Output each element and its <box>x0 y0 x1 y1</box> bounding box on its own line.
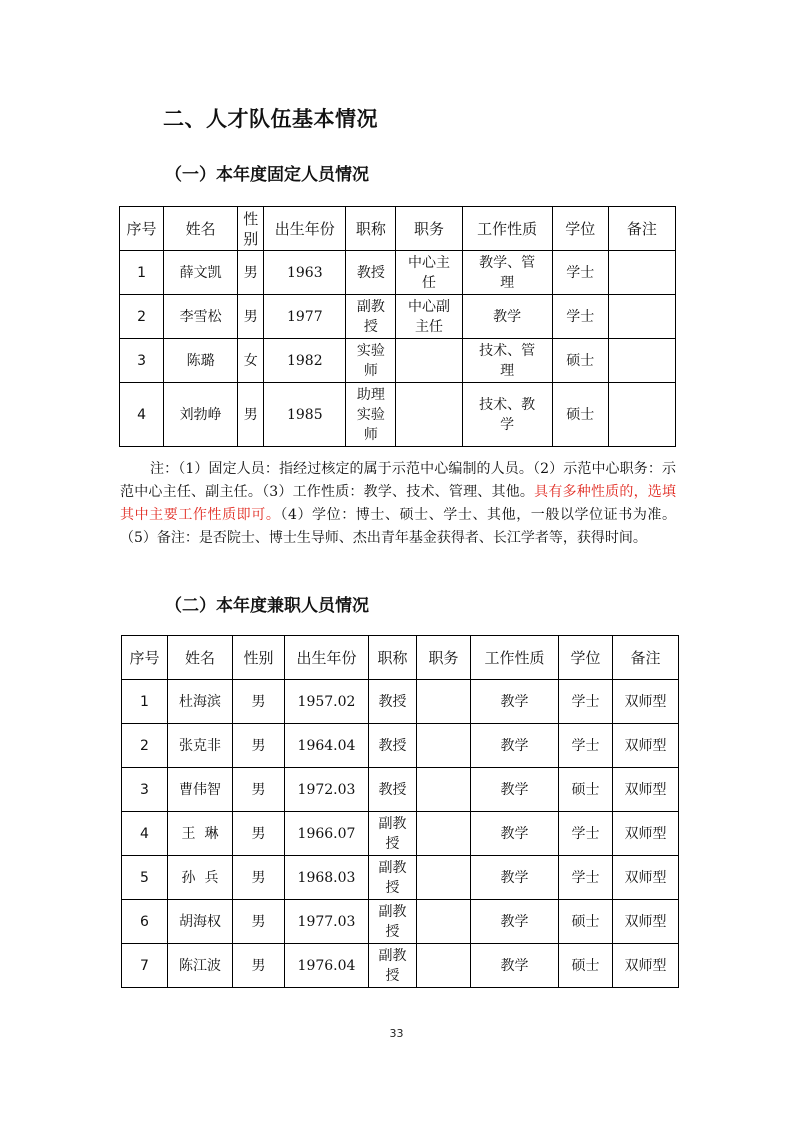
cell-title-text: 副教授 <box>378 859 407 896</box>
cell-nature: 教学 <box>471 856 559 900</box>
cell-degree: 学士 <box>552 251 608 295</box>
cell-nature: 教学 <box>462 295 552 339</box>
col-header-remark: 备注 <box>608 207 675 251</box>
cell-name: 杜海滨 <box>168 680 233 724</box>
cell-nature-text: 技术、教学 <box>479 396 536 433</box>
cell-nature: 教学 <box>471 944 559 988</box>
cell-birth: 1985 <box>264 383 346 447</box>
table-row <box>122 856 679 900</box>
cell-title-text: 副教授 <box>356 298 385 335</box>
cell-no: 3 <box>120 339 164 383</box>
cell-nature <box>462 339 552 383</box>
col-header-nature: 工作性质 <box>462 207 552 251</box>
cell-gender: 男 <box>238 251 264 295</box>
cell-birth: 1963 <box>264 251 346 295</box>
col-header-name: 姓名 <box>164 207 238 251</box>
col-header-gender-label: 性别 <box>243 209 259 248</box>
cell-position <box>417 900 471 944</box>
cell-title-text: 副教授 <box>378 815 407 852</box>
cell-gender: 男 <box>233 724 285 768</box>
cell-title <box>369 856 417 900</box>
col-header-birth: 出生年份 <box>264 207 346 251</box>
cell-gender: 男 <box>233 900 285 944</box>
col-header-degree: 学位 <box>552 207 608 251</box>
cell-remark: 双师型 <box>613 724 679 768</box>
cell-degree: 硕士 <box>552 383 608 447</box>
col-header-gender: 性别 <box>233 636 285 680</box>
table-row <box>122 812 679 856</box>
cell-title-text: 副教授 <box>378 903 407 940</box>
cell-birth: 1977.03 <box>285 900 369 944</box>
cell-title-text: 副教授 <box>378 947 407 984</box>
col-header-name: 姓名 <box>168 636 233 680</box>
cell-gender: 男 <box>233 812 285 856</box>
cell-birth: 1972.03 <box>285 768 369 812</box>
col-header-title: 职称 <box>346 207 396 251</box>
cell-name: 曹伟智 <box>168 768 233 812</box>
col-header-no: 序号 <box>120 207 164 251</box>
cell-gender: 男 <box>233 944 285 988</box>
cell-remark: 双师型 <box>613 812 679 856</box>
page-number: 33 <box>389 1027 404 1040</box>
cell-degree: 硕士 <box>559 900 613 944</box>
col-header-gender <box>238 207 264 251</box>
cell-name: 胡海权 <box>168 900 233 944</box>
cell-name: 孙 兵 <box>168 856 233 900</box>
cell-nature-text: 教学、管理 <box>479 254 536 291</box>
table-row <box>120 383 676 447</box>
cell-position <box>417 768 471 812</box>
cell-title: 教授 <box>369 724 417 768</box>
cell-title-text: 实验师 <box>356 342 385 379</box>
cell-remark: 双师型 <box>613 944 679 988</box>
cell-no: 4 <box>122 812 168 856</box>
col-header-no: 序号 <box>122 636 168 680</box>
cell-degree: 学士 <box>559 856 613 900</box>
cell-title <box>346 339 396 383</box>
section-title: 二、人才队伍基本情况 <box>163 107 378 131</box>
cell-birth: 1968.03 <box>285 856 369 900</box>
cell-no: 1 <box>120 251 164 295</box>
cell-no: 1 <box>122 680 168 724</box>
cell-degree: 硕士 <box>552 339 608 383</box>
cell-title <box>346 383 396 447</box>
cell-no: 2 <box>120 295 164 339</box>
table-note <box>120 458 676 550</box>
cell-degree: 学士 <box>559 680 613 724</box>
table-row <box>122 680 679 724</box>
cell-gender: 男 <box>238 295 264 339</box>
table-row <box>122 944 679 988</box>
cell-nature-text: 技术、管理 <box>479 342 536 379</box>
cell-remark: 双师型 <box>613 680 679 724</box>
cell-position-text: 中心副主任 <box>408 298 450 335</box>
cell-name: 李雪松 <box>164 295 238 339</box>
cell-no: 7 <box>122 944 168 988</box>
col-header-degree: 学位 <box>559 636 613 680</box>
cell-name: 张克非 <box>168 724 233 768</box>
cell-position-text: 中心主任 <box>408 254 450 291</box>
note-text-part1: 注：（1）固定人员：指经过核定的属于示范中心编制的人员。（2）示范中心职务：示范中心主任、副主任。（3）工作性质：教学、技术、管理、其他。 <box>120 461 676 500</box>
cell-position <box>396 383 462 447</box>
cell-remark: 双师型 <box>613 900 679 944</box>
cell-remark: 双师型 <box>613 768 679 812</box>
cell-remark <box>608 383 675 447</box>
table-row <box>122 900 679 944</box>
cell-birth: 1976.04 <box>285 944 369 988</box>
cell-degree: 硕士 <box>559 768 613 812</box>
col-header-birth: 出生年份 <box>285 636 369 680</box>
table-header-row <box>122 636 679 680</box>
cell-title: 教授 <box>369 680 417 724</box>
fixed-staff-table <box>119 206 676 447</box>
col-header-position: 职务 <box>396 207 462 251</box>
cell-position <box>396 295 462 339</box>
cell-no: 4 <box>120 383 164 447</box>
cell-degree: 硕士 <box>559 944 613 988</box>
cell-name: 薛文凯 <box>164 251 238 295</box>
cell-no: 3 <box>122 768 168 812</box>
cell-name: 陈江波 <box>168 944 233 988</box>
cell-nature: 教学 <box>471 724 559 768</box>
cell-position <box>396 339 462 383</box>
cell-position <box>396 251 462 295</box>
cell-birth: 1982 <box>264 339 346 383</box>
cell-name: 陈璐 <box>164 339 238 383</box>
cell-title <box>369 944 417 988</box>
cell-birth: 1957.02 <box>285 680 369 724</box>
cell-position <box>417 944 471 988</box>
cell-position <box>417 856 471 900</box>
cell-remark <box>608 339 675 383</box>
cell-title <box>369 900 417 944</box>
parttime-staff-table <box>121 635 679 988</box>
cell-birth: 1964.04 <box>285 724 369 768</box>
cell-nature: 教学 <box>471 680 559 724</box>
cell-title: 教授 <box>369 768 417 812</box>
cell-gender: 男 <box>233 680 285 724</box>
cell-no: 2 <box>122 724 168 768</box>
cell-nature <box>462 383 552 447</box>
fixed-staff-heading: （一）本年度固定人员情况 <box>165 165 369 185</box>
cell-gender: 男 <box>233 768 285 812</box>
col-header-remark: 备注 <box>613 636 679 680</box>
cell-birth: 1966.07 <box>285 812 369 856</box>
cell-title <box>369 812 417 856</box>
cell-nature: 教学 <box>471 900 559 944</box>
cell-gender: 男 <box>238 383 264 447</box>
cell-title: 教授 <box>346 251 396 295</box>
cell-remark <box>608 295 675 339</box>
cell-gender: 男 <box>233 856 285 900</box>
cell-no: 6 <box>122 900 168 944</box>
cell-title <box>346 295 396 339</box>
cell-degree: 学士 <box>552 295 608 339</box>
table-header-row <box>120 207 676 251</box>
cell-gender: 女 <box>238 339 264 383</box>
cell-degree: 学士 <box>559 812 613 856</box>
cell-remark <box>608 251 675 295</box>
cell-degree: 学士 <box>559 724 613 768</box>
table-row <box>120 251 676 295</box>
cell-name: 王 琳 <box>168 812 233 856</box>
cell-position <box>417 724 471 768</box>
table-row <box>120 339 676 383</box>
cell-position <box>417 812 471 856</box>
cell-no: 5 <box>122 856 168 900</box>
table-row <box>120 295 676 339</box>
col-header-position: 职务 <box>417 636 471 680</box>
cell-nature: 教学 <box>471 768 559 812</box>
cell-birth: 1977 <box>264 295 346 339</box>
cell-title-text: 助理实验师 <box>356 386 385 443</box>
note-text-part2: （4）学位：博士、硕士、学士、其他，一般以学位证书为准。（5）备注：是否院士、博士生导师、杰出青年基金获得者、长江学者等，获得时间。 <box>120 507 677 546</box>
cell-position <box>417 680 471 724</box>
cell-name: 刘勃峥 <box>164 383 238 447</box>
table-row <box>122 768 679 812</box>
cell-remark: 双师型 <box>613 856 679 900</box>
note-text-highlight: 具有多种性质的，选填其中主要工作性质即可。 <box>120 484 677 523</box>
col-header-nature: 工作性质 <box>471 636 559 680</box>
col-header-title: 职称 <box>369 636 417 680</box>
table-row <box>122 724 679 768</box>
parttime-staff-heading: （二）本年度兼职人员情况 <box>165 596 369 616</box>
cell-nature: 教学 <box>471 812 559 856</box>
cell-nature <box>462 251 552 295</box>
